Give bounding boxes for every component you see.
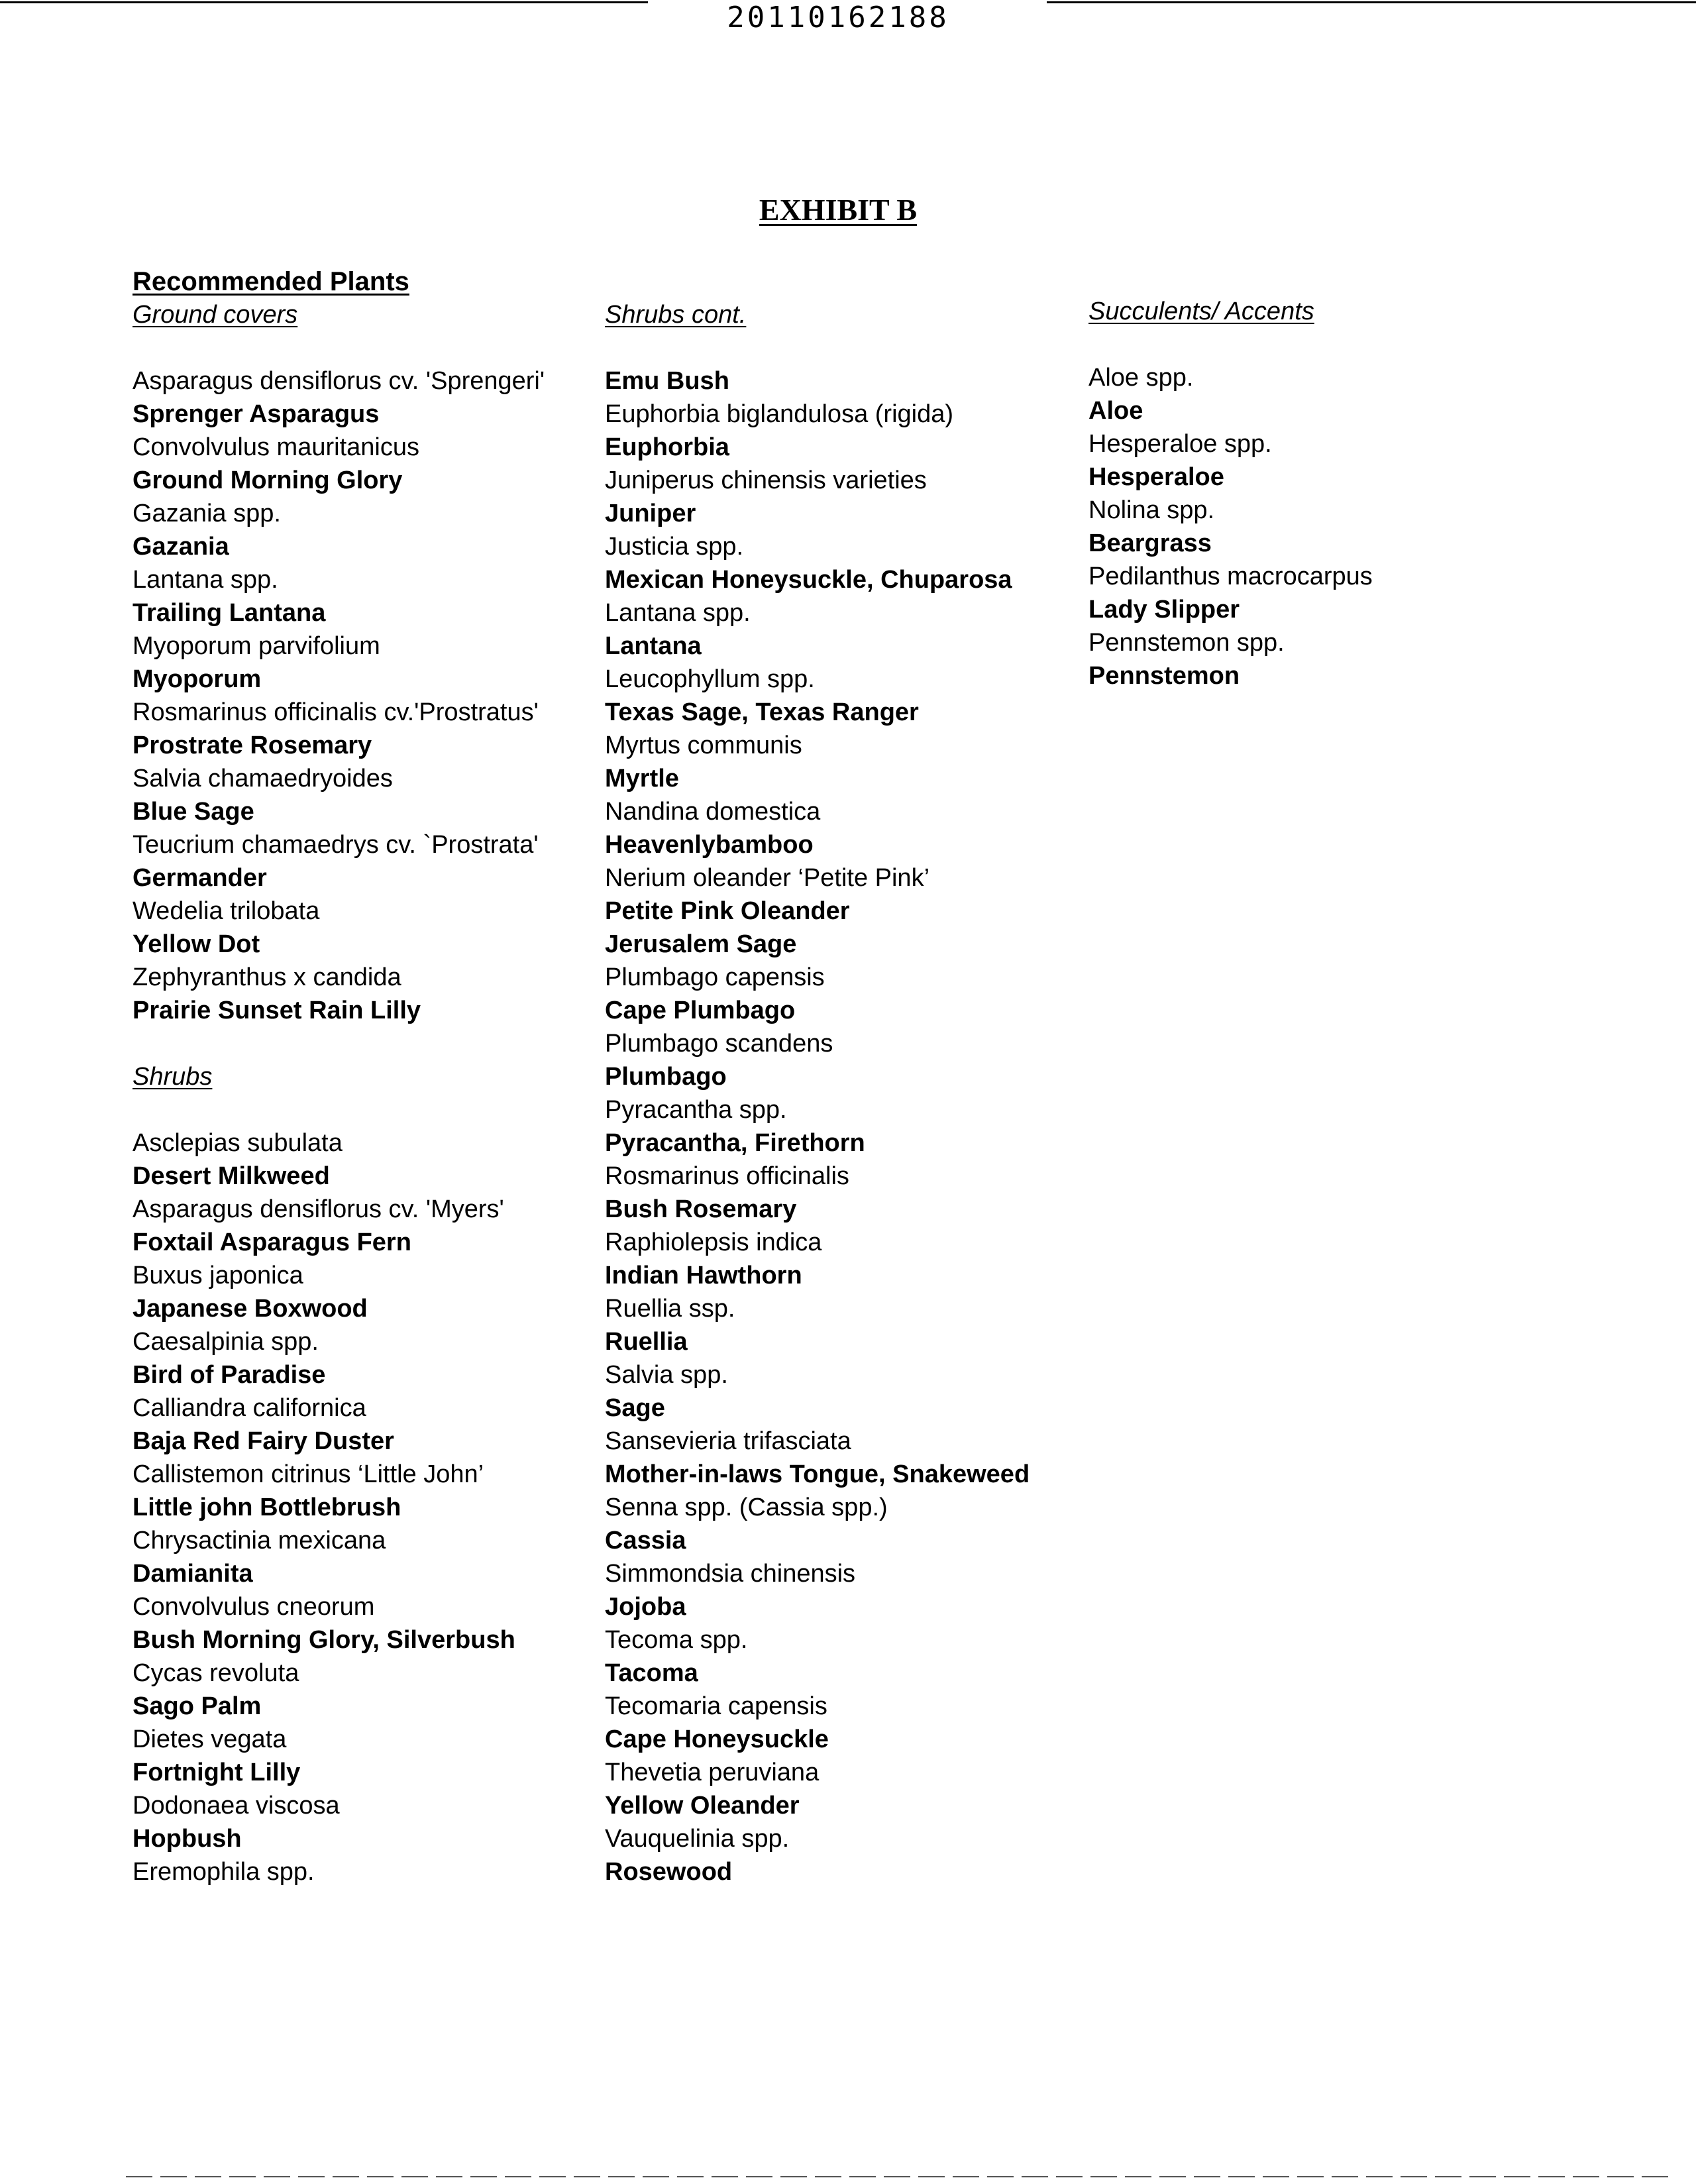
blank-line xyxy=(132,1093,545,1126)
common-name: Little john Bottlebrush xyxy=(132,1494,401,1521)
plant-name: Lantana spp. xyxy=(132,566,278,594)
common-name: Rosewood xyxy=(605,1858,733,1886)
plant-name: Hesperaloe spp. xyxy=(1088,430,1272,458)
plant-name: Chrysactinia mexicana xyxy=(132,1527,386,1555)
common-name: Bush Morning Glory, Silverbush xyxy=(132,1626,515,1654)
plant-name: Pyracantha spp. xyxy=(605,1096,787,1124)
plant-name: Rosmarinus officinalis xyxy=(605,1162,849,1190)
plant-name: Thevetia peruviana xyxy=(605,1759,820,1786)
common-name: Mexican Honeysuckle, Chuparosa xyxy=(605,566,1012,594)
common-name: Germander xyxy=(132,864,267,892)
common-name: Cape Plumbago xyxy=(605,997,796,1024)
plant-name: Caesalpinia spp. xyxy=(132,1328,319,1356)
plant-name: Leucophyllum spp. xyxy=(605,665,815,693)
plant-name: Calliandra californica xyxy=(132,1394,366,1422)
plant-name: Asclepias subulata xyxy=(132,1129,343,1157)
common-name: Desert Milkweed xyxy=(132,1162,330,1190)
common-name: Pennstemon xyxy=(1088,662,1240,690)
plant-name: Juniperus chinensis varieties xyxy=(605,466,927,494)
plant-name: Callistemon citrinus ‘Little John’ xyxy=(132,1460,484,1488)
plant-name: Euphorbia biglandulosa (rigida) xyxy=(605,400,954,428)
common-name: Sago Palm xyxy=(132,1692,262,1720)
common-name: Blue Sage xyxy=(132,798,254,826)
plant-name: Ruellia ssp. xyxy=(605,1295,735,1323)
plant-name: Nerium oleander ‘Petite Pink’ xyxy=(605,864,930,892)
common-name: Gazania xyxy=(132,533,229,561)
plant-name: Wedelia trilobata xyxy=(132,897,320,925)
plant-column-1 xyxy=(132,298,545,1888)
section-heading: Recommended Plants xyxy=(132,267,409,296)
common-name: Ground Morning Glory xyxy=(132,466,403,494)
plant-name: Asparagus densiflorus cv. 'Myers' xyxy=(132,1195,504,1223)
plant-name: Dodonaea viscosa xyxy=(132,1792,340,1820)
common-name: Bush Rosemary xyxy=(605,1195,797,1223)
plant-name: Lantana spp. xyxy=(605,599,751,627)
plant-name: Zephyranthus x candida xyxy=(132,963,401,991)
plant-name: Rosmarinus officinalis cv.'Prostratus' xyxy=(132,698,539,726)
common-name: Foxtail Asparagus Fern xyxy=(132,1228,411,1256)
plant-name: Sansevieria trifasciata xyxy=(605,1427,851,1455)
plant-name: Salvia chamaedryoides xyxy=(132,765,393,792)
common-name: Japanese Boxwood xyxy=(132,1295,368,1323)
page-title: EXHIBIT B xyxy=(759,193,918,227)
plant-name: Raphiolepsis indica xyxy=(605,1228,822,1256)
plant-name: Tecomaria capensis xyxy=(605,1692,827,1720)
plant-name: Tecoma spp. xyxy=(605,1626,748,1654)
common-name: Indian Hawthorn xyxy=(605,1262,802,1289)
common-name: Baja Red Fairy Duster xyxy=(132,1427,394,1455)
common-name: Sage xyxy=(605,1394,665,1422)
common-name: Bird of Paradise xyxy=(132,1361,326,1389)
common-name: Aloe xyxy=(1088,397,1143,425)
document-number: 20110162188 xyxy=(727,1,949,34)
common-name: Lady Slipper xyxy=(1088,596,1240,624)
plant-name: Nolina spp. xyxy=(1088,496,1215,524)
plant-name: Buxus japonica xyxy=(132,1262,303,1289)
plant-column-3 xyxy=(1088,295,1373,692)
category-heading: Succulents/ Accents xyxy=(1088,298,1314,325)
common-name: Jojoba xyxy=(605,1593,686,1621)
common-name: Lantana xyxy=(605,632,702,660)
plant-name: Convolvulus mauritanicus xyxy=(132,433,419,461)
common-name: Hesperaloe xyxy=(1088,463,1224,491)
plant-name: Senna spp. (Cassia spp.) xyxy=(605,1494,888,1521)
common-name: Damianita xyxy=(132,1560,253,1588)
common-name: Beargrass xyxy=(1088,529,1212,557)
plant-column-2 xyxy=(605,298,1030,1888)
common-name: Juniper xyxy=(605,500,696,527)
common-name: Sprenger Asparagus xyxy=(132,400,380,428)
common-name: Cassia xyxy=(605,1527,686,1555)
common-name: Prairie Sunset Rain Lilly xyxy=(132,997,421,1024)
plant-name: Cycas revoluta xyxy=(132,1659,299,1687)
common-name: Emu Bush xyxy=(605,367,729,395)
blank-line xyxy=(1088,328,1373,361)
common-name: Trailing Lantana xyxy=(132,599,326,627)
category-heading: Shrubs cont. xyxy=(605,301,747,329)
plant-name: Convolvulus cneorum xyxy=(132,1593,375,1621)
plant-name: Teucrium chamaedrys cv. `Prostrata' xyxy=(132,831,539,859)
common-name: Petite Pink Oleander xyxy=(605,897,850,925)
plant-name: Eremophila spp. xyxy=(132,1858,315,1886)
plant-name: Vauquelinia spp. xyxy=(605,1825,790,1853)
common-name: Myrtle xyxy=(605,765,679,792)
common-name: Euphorbia xyxy=(605,433,729,461)
common-name: Myoporum xyxy=(132,665,262,693)
plant-name: Aloe spp. xyxy=(1088,364,1194,392)
common-name: Yellow Oleander xyxy=(605,1792,800,1820)
common-name: Yellow Dot xyxy=(132,930,260,958)
blank-line xyxy=(605,331,1030,364)
common-name: Jerusalem Sage xyxy=(605,930,797,958)
plant-name: Myrtus communis xyxy=(605,732,802,759)
plant-name: Nandina domestica xyxy=(605,798,821,826)
plant-name: Plumbago scandens xyxy=(605,1030,833,1058)
common-name: Pyracantha, Firethorn xyxy=(605,1129,865,1157)
common-name: Fortnight Lilly xyxy=(132,1759,301,1786)
common-name: Tacoma xyxy=(605,1659,698,1687)
common-name: Plumbago xyxy=(605,1063,727,1091)
plant-name: Dietes vegata xyxy=(132,1725,287,1753)
common-name: Ruellia xyxy=(605,1328,688,1356)
common-name: Mother-in-laws Tongue, Snakeweed xyxy=(605,1460,1030,1488)
common-name: Cape Honeysuckle xyxy=(605,1725,829,1753)
category-heading: Ground covers xyxy=(132,301,298,329)
plant-name: Pedilanthus macrocarpus xyxy=(1088,563,1373,590)
blank-line xyxy=(132,331,545,364)
category-heading: Shrubs xyxy=(132,1063,213,1091)
common-name: Texas Sage, Texas Ranger xyxy=(605,698,919,726)
plant-name: Pennstemon spp. xyxy=(1088,629,1285,657)
bottom-rule xyxy=(126,2176,1676,2177)
plant-name: Justicia spp. xyxy=(605,533,744,561)
plant-name: Plumbago capensis xyxy=(605,963,825,991)
plant-name: Gazania spp. xyxy=(132,500,281,527)
plant-name: Myoporum parvifolium xyxy=(132,632,380,660)
blank-line xyxy=(132,1027,545,1060)
common-name: Heavenlybamboo xyxy=(605,831,814,859)
common-name: Prostrate Rosemary xyxy=(132,732,372,759)
plant-name: Salvia spp. xyxy=(605,1361,728,1389)
common-name: Hopbush xyxy=(132,1825,242,1853)
plant-name: Asparagus densiflorus cv. 'Sprengeri' xyxy=(132,367,545,395)
plant-name: Simmondsia chinensis xyxy=(605,1560,856,1588)
